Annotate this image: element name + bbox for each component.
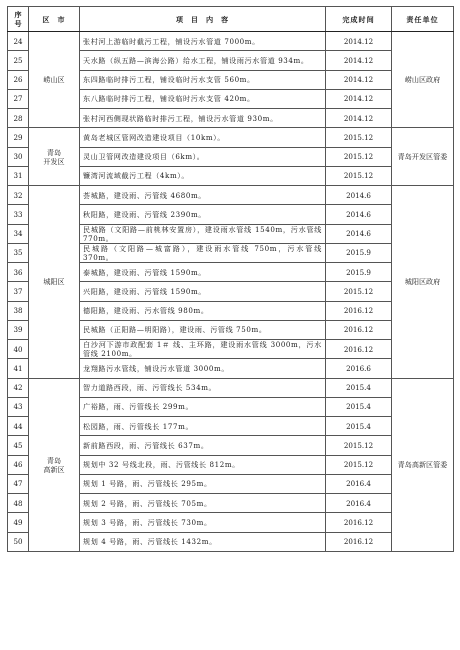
row-number: 50 (8, 532, 29, 551)
header-project: 项 目 内 容 (80, 7, 326, 32)
row-number: 40 (8, 340, 29, 359)
completion-date: 2015.12 (326, 282, 392, 301)
completion-date: 2015.4 (326, 378, 392, 397)
row-number: 27 (8, 89, 29, 108)
region-cell: 青岛 开发区 (29, 128, 80, 186)
table-row (8, 128, 454, 147)
header-responsible: 责任单位 (392, 7, 454, 32)
completion-date: 2014.12 (326, 70, 392, 89)
project-description: 黄岛老城区管网改造建设项目（10km）。 (80, 128, 326, 147)
row-number: 49 (8, 513, 29, 532)
completion-date: 2015.9 (326, 263, 392, 282)
completion-date: 2016.12 (326, 532, 392, 551)
project-description: 天水路（纵五路—滨海公路）给水工程，铺设雨污水管道 934m。 (80, 51, 326, 70)
row-number: 29 (8, 128, 29, 147)
row-number: 42 (8, 378, 29, 397)
completion-date: 2015.9 (326, 243, 392, 262)
project-description: 规划中 32 号线北段，雨、污管线长 812m。 (80, 455, 326, 474)
project-table (7, 6, 454, 552)
completion-date: 2015.12 (326, 166, 392, 185)
completion-date: 2016.4 (326, 474, 392, 493)
row-number: 47 (8, 474, 29, 493)
project-description: 民城路（正阳路—明阳路），建设雨、污管线 750m。 (80, 320, 326, 339)
completion-date: 2014.6 (326, 224, 392, 243)
completion-date: 2015.4 (326, 397, 392, 416)
completion-date: 2015.12 (326, 147, 392, 166)
table-header-row (8, 7, 454, 32)
completion-date: 2014.6 (326, 186, 392, 205)
completion-date: 2014.6 (326, 205, 392, 224)
completion-date: 2014.12 (326, 109, 392, 128)
row-number: 44 (8, 417, 29, 436)
project-description: 规划 1 号路，雨、污管线长 295m。 (80, 474, 326, 493)
project-description: 兴阳路，建设雨、污管线 1590m。 (80, 282, 326, 301)
project-description: 白沙河下游市政配套 1＃ 线、主环路，建设雨水管线 3000m，污水管线 2100m。 (80, 340, 326, 359)
completion-date: 2014.12 (326, 32, 392, 51)
completion-date: 2016.12 (326, 513, 392, 532)
table-row (8, 186, 454, 205)
row-number: 26 (8, 70, 29, 89)
row-number: 32 (8, 186, 29, 205)
completion-date: 2015.12 (326, 128, 392, 147)
table-body (8, 32, 454, 552)
row-number: 48 (8, 494, 29, 513)
project-description: 新前路西段，雨、污管线长 637m。 (80, 436, 326, 455)
header-index: 序 号 (8, 7, 29, 32)
responsible-unit: 城阳区政府 (392, 186, 454, 379)
region-cell: 青岛 高新区 (29, 378, 80, 551)
project-description: 泰城路，建设雨、污管线 1590m。 (80, 263, 326, 282)
project-description: 民城路（文阳路—前桃林安置房），建设雨水管线 1540m，污水管线 770m。 (80, 224, 326, 243)
row-number: 38 (8, 301, 29, 320)
project-description: 荟城路，建设雨、污管线 4680m。 (80, 186, 326, 205)
row-number: 30 (8, 147, 29, 166)
row-number: 24 (8, 32, 29, 51)
header-completion: 完成时间 (326, 7, 392, 32)
project-description: 规划 4 号路，雨、污管线长 1432m。 (80, 532, 326, 551)
project-description: 智力道路西段，雨、污管线长 534m。 (80, 378, 326, 397)
completion-date: 2016.12 (326, 320, 392, 339)
project-description: 张村河上游临时截污工程，铺设污水管道 7000m。 (80, 32, 326, 51)
row-number: 25 (8, 51, 29, 70)
row-number: 41 (8, 359, 29, 378)
row-number: 43 (8, 397, 29, 416)
completion-date: 2014.12 (326, 51, 392, 70)
project-description: 东八路临时排污工程，铺设临时污水支管 420m。 (80, 89, 326, 108)
completion-date: 2016.12 (326, 301, 392, 320)
project-description: 广裕路，雨、污管线长 299m。 (80, 397, 326, 416)
row-number: 28 (8, 109, 29, 128)
project-description: 松园路，雨、污管线长 177m。 (80, 417, 326, 436)
project-description: 民城路（文阳路—城富路），建设雨水管线 750m，污水管线 370m。 (80, 243, 326, 262)
project-description: 秋阳路，建设雨、污管线 2390m。 (80, 205, 326, 224)
responsible-unit: 青岛开发区管委 (392, 128, 454, 186)
row-number: 34 (8, 224, 29, 243)
row-number: 39 (8, 320, 29, 339)
row-number: 31 (8, 166, 29, 185)
completion-date: 2015.12 (326, 436, 392, 455)
header-region: 区 市 (29, 7, 80, 32)
completion-date: 2014.12 (326, 89, 392, 108)
row-number: 46 (8, 455, 29, 474)
region-cell: 城阳区 (29, 186, 80, 379)
region-cell: 崂山区 (29, 32, 80, 128)
project-description: 龙翔路污水管线，铺设污水管道 3000m。 (80, 359, 326, 378)
responsible-unit: 青岛高新区管委 (392, 378, 454, 551)
project-description: 灵山卫管网改造建设项目（6km）。 (80, 147, 326, 166)
row-number: 37 (8, 282, 29, 301)
project-description: 镰湾河流域截污工程（4km）。 (80, 166, 326, 185)
completion-date: 2015.4 (326, 417, 392, 436)
table-row (8, 378, 454, 397)
project-description: 张村河西侧现状路临时排污工程，铺设污水管道 930m。 (80, 109, 326, 128)
row-number: 45 (8, 436, 29, 455)
completion-date: 2016.4 (326, 494, 392, 513)
table-row (8, 32, 454, 51)
completion-date: 2016.6 (326, 359, 392, 378)
row-number: 36 (8, 263, 29, 282)
completion-date: 2015.12 (326, 455, 392, 474)
project-description: 东四路临时排污工程，铺设临时污水支管 560m。 (80, 70, 326, 89)
completion-date: 2016.12 (326, 340, 392, 359)
row-number: 33 (8, 205, 29, 224)
project-description: 规划 2 号路，雨、污管线长 705m。 (80, 494, 326, 513)
project-description: 规划 3 号路，雨、污管线长 730m。 (80, 513, 326, 532)
responsible-unit: 崂山区政府 (392, 32, 454, 128)
project-description: 德阳路，建设雨、污水管线 980m。 (80, 301, 326, 320)
row-number: 35 (8, 243, 29, 262)
